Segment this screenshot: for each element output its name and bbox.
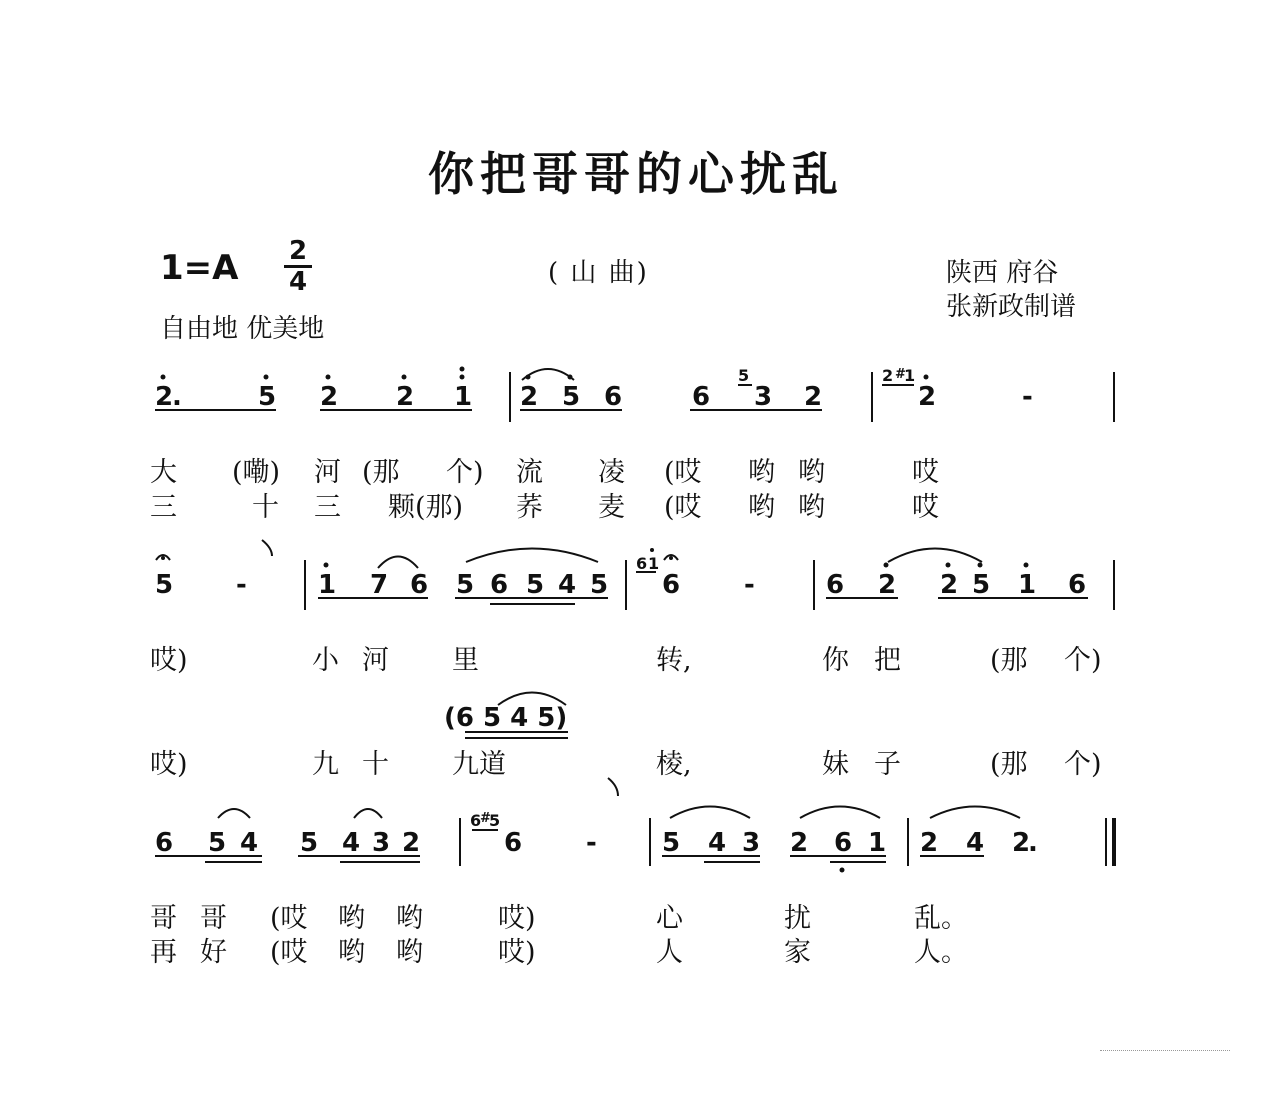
lyric: 人 [656, 937, 683, 968]
lyric: 哟 [338, 903, 365, 934]
lyric: 子 [874, 749, 901, 780]
lyric: 三 [150, 492, 177, 523]
lyric: 哟 [798, 457, 825, 488]
lyric: 哟 [396, 937, 423, 968]
note: 2 [1012, 828, 1031, 858]
lyric: 哟 [338, 937, 365, 968]
lyric: 九 [312, 749, 339, 780]
notation-row2 [155, 554, 1086, 600]
notation-row1 [155, 366, 1033, 412]
genre-label: ( 山 曲) [548, 258, 649, 288]
lyric: 你 [822, 645, 849, 676]
lyric: 哎) [150, 645, 188, 676]
lyric: 哟 [396, 903, 423, 934]
lyric: 河 [362, 645, 389, 676]
lyric: 个) [446, 457, 484, 488]
note: 6 [692, 382, 711, 412]
lyric: 河 [314, 457, 341, 488]
footer-mark [1100, 1050, 1230, 1055]
lyric: 家 [784, 937, 811, 968]
note: 2 [940, 570, 959, 600]
lyric: 哥 [200, 903, 227, 934]
note: 5 [590, 570, 609, 600]
note: 6 [490, 570, 509, 600]
note: 7 [370, 570, 389, 600]
origin-label: 陕西 府谷 [946, 258, 1059, 288]
note: 1 [318, 570, 337, 600]
note: 6 [826, 570, 845, 600]
lyric: (那 [990, 645, 1028, 676]
lyric: 哎) [498, 937, 536, 968]
note: 1 [868, 828, 887, 858]
note: 4 [708, 828, 727, 858]
lyric: (那 [362, 457, 400, 488]
note: 4 [240, 828, 259, 858]
lyric: 十 [362, 749, 389, 780]
note: 5 [208, 828, 227, 858]
lyric: (那 [990, 749, 1028, 780]
note: 3 [742, 828, 761, 858]
dot: . [1028, 828, 1038, 858]
note: 1 [454, 382, 473, 412]
lyric: (哎 [270, 937, 308, 968]
dash: - [744, 570, 755, 600]
lyric: (哎 [664, 457, 702, 488]
notation-row3 [155, 811, 1038, 858]
meter-bottom: 4 [288, 267, 308, 297]
lyric: 把 [874, 645, 901, 676]
note: 6 [504, 828, 523, 858]
tempo-marking: 自由地 优美地 [160, 314, 325, 344]
note: 6 [662, 570, 681, 600]
page-title: 你把哥哥的心扰乱 [428, 147, 844, 201]
sharp-sign: # [895, 367, 906, 382]
grace-note: 5 [489, 811, 501, 830]
lyric: 哎) [498, 903, 536, 934]
octave-dots-row3 [840, 868, 845, 873]
fermatas [156, 555, 678, 560]
slur [670, 807, 750, 819]
author-label: 张新政制谱 [946, 292, 1077, 322]
slur [930, 807, 1020, 819]
grace-note: 1 [648, 554, 660, 573]
lyric: 扰 [784, 903, 811, 934]
lyric: 哟 [748, 457, 775, 488]
lyric: 哎) [150, 749, 188, 780]
note: 2 [320, 382, 339, 412]
lyric: 再 [150, 937, 177, 968]
note: 2 [878, 570, 897, 600]
note: 2 [790, 828, 809, 858]
note: 5 [300, 828, 319, 858]
grace-note: 5 [738, 366, 750, 385]
breath-arrow [608, 778, 618, 796]
key-signature: 1=A [160, 248, 239, 288]
lyric: 颗(那) [388, 492, 464, 523]
note: 5 [662, 828, 681, 858]
lyric: 妹 [822, 749, 849, 780]
note: 3 [754, 382, 773, 412]
note: 6 [834, 828, 853, 858]
note: 2 [918, 382, 937, 412]
lyric: 里 [452, 645, 479, 676]
slur [888, 549, 982, 563]
lyric: 荞 [516, 492, 543, 523]
lyric: 流 [516, 457, 543, 488]
lyric: 乱。 [914, 903, 968, 934]
lyric: 哟 [748, 492, 775, 523]
grace-note: 2 [882, 366, 894, 385]
dot: . [172, 382, 182, 412]
note: 5 [526, 570, 545, 600]
slur [800, 807, 880, 819]
note: 2 [920, 828, 939, 858]
note: 2 [396, 382, 415, 412]
note: 6 [155, 828, 174, 858]
note: 4 [558, 570, 577, 600]
note: 6 [1068, 570, 1087, 600]
lyric: (哎 [270, 903, 308, 934]
lyric: 个) [1064, 749, 1102, 780]
lyric: (嘞) [232, 457, 281, 488]
notation-lines [155, 369, 1114, 866]
note: 2 [804, 382, 823, 412]
lyric: 心 [656, 903, 683, 934]
lyric: 转, [656, 645, 692, 676]
breath-arrow [262, 540, 272, 556]
note: 5 [258, 382, 277, 412]
dash: - [236, 570, 247, 600]
note: 5 [155, 570, 174, 600]
note: 6 [604, 382, 623, 412]
slur [378, 557, 418, 569]
variant-notes: (6 5 4 5) [444, 703, 568, 733]
lyric: 小 [312, 645, 339, 676]
dash: - [586, 828, 597, 858]
lyric: 十 [252, 492, 279, 523]
lyric: 大 [150, 457, 177, 488]
lyric: 九道 [452, 749, 506, 780]
note: 6 [410, 570, 429, 600]
lyric: 个) [1064, 645, 1102, 676]
note: 2 [520, 382, 539, 412]
lyric: 三 [314, 492, 341, 523]
lyric: 人。 [914, 937, 968, 968]
note: 2 [155, 382, 174, 412]
slur [466, 549, 598, 563]
note: 5 [562, 382, 581, 412]
lyric: 哎 [912, 457, 939, 488]
lyric: (哎 [664, 492, 702, 523]
lyric: 哎 [912, 492, 939, 523]
lyric: 凌 [598, 457, 625, 488]
slur [354, 809, 382, 818]
note: 4 [966, 828, 985, 858]
note: 2 [402, 828, 421, 858]
note: 5 [972, 570, 991, 600]
lyric: 哥 [150, 903, 177, 934]
lyric: 哟 [798, 492, 825, 523]
grace-note: 1 [904, 366, 916, 385]
dash: - [1022, 382, 1033, 412]
lyric: 麦 [598, 492, 625, 523]
note: 3 [372, 828, 391, 858]
meter-top: 2 [288, 236, 308, 266]
grace-note: 6 [470, 811, 482, 830]
note: 4 [342, 828, 361, 858]
note: 5 [456, 570, 475, 600]
sharp-sign: # [480, 811, 491, 826]
lyric: 棱, [656, 749, 692, 780]
lyric: 好 [200, 937, 227, 968]
note: 1 [1018, 570, 1037, 600]
grace-note: 6 [636, 554, 648, 573]
slur [218, 809, 250, 818]
